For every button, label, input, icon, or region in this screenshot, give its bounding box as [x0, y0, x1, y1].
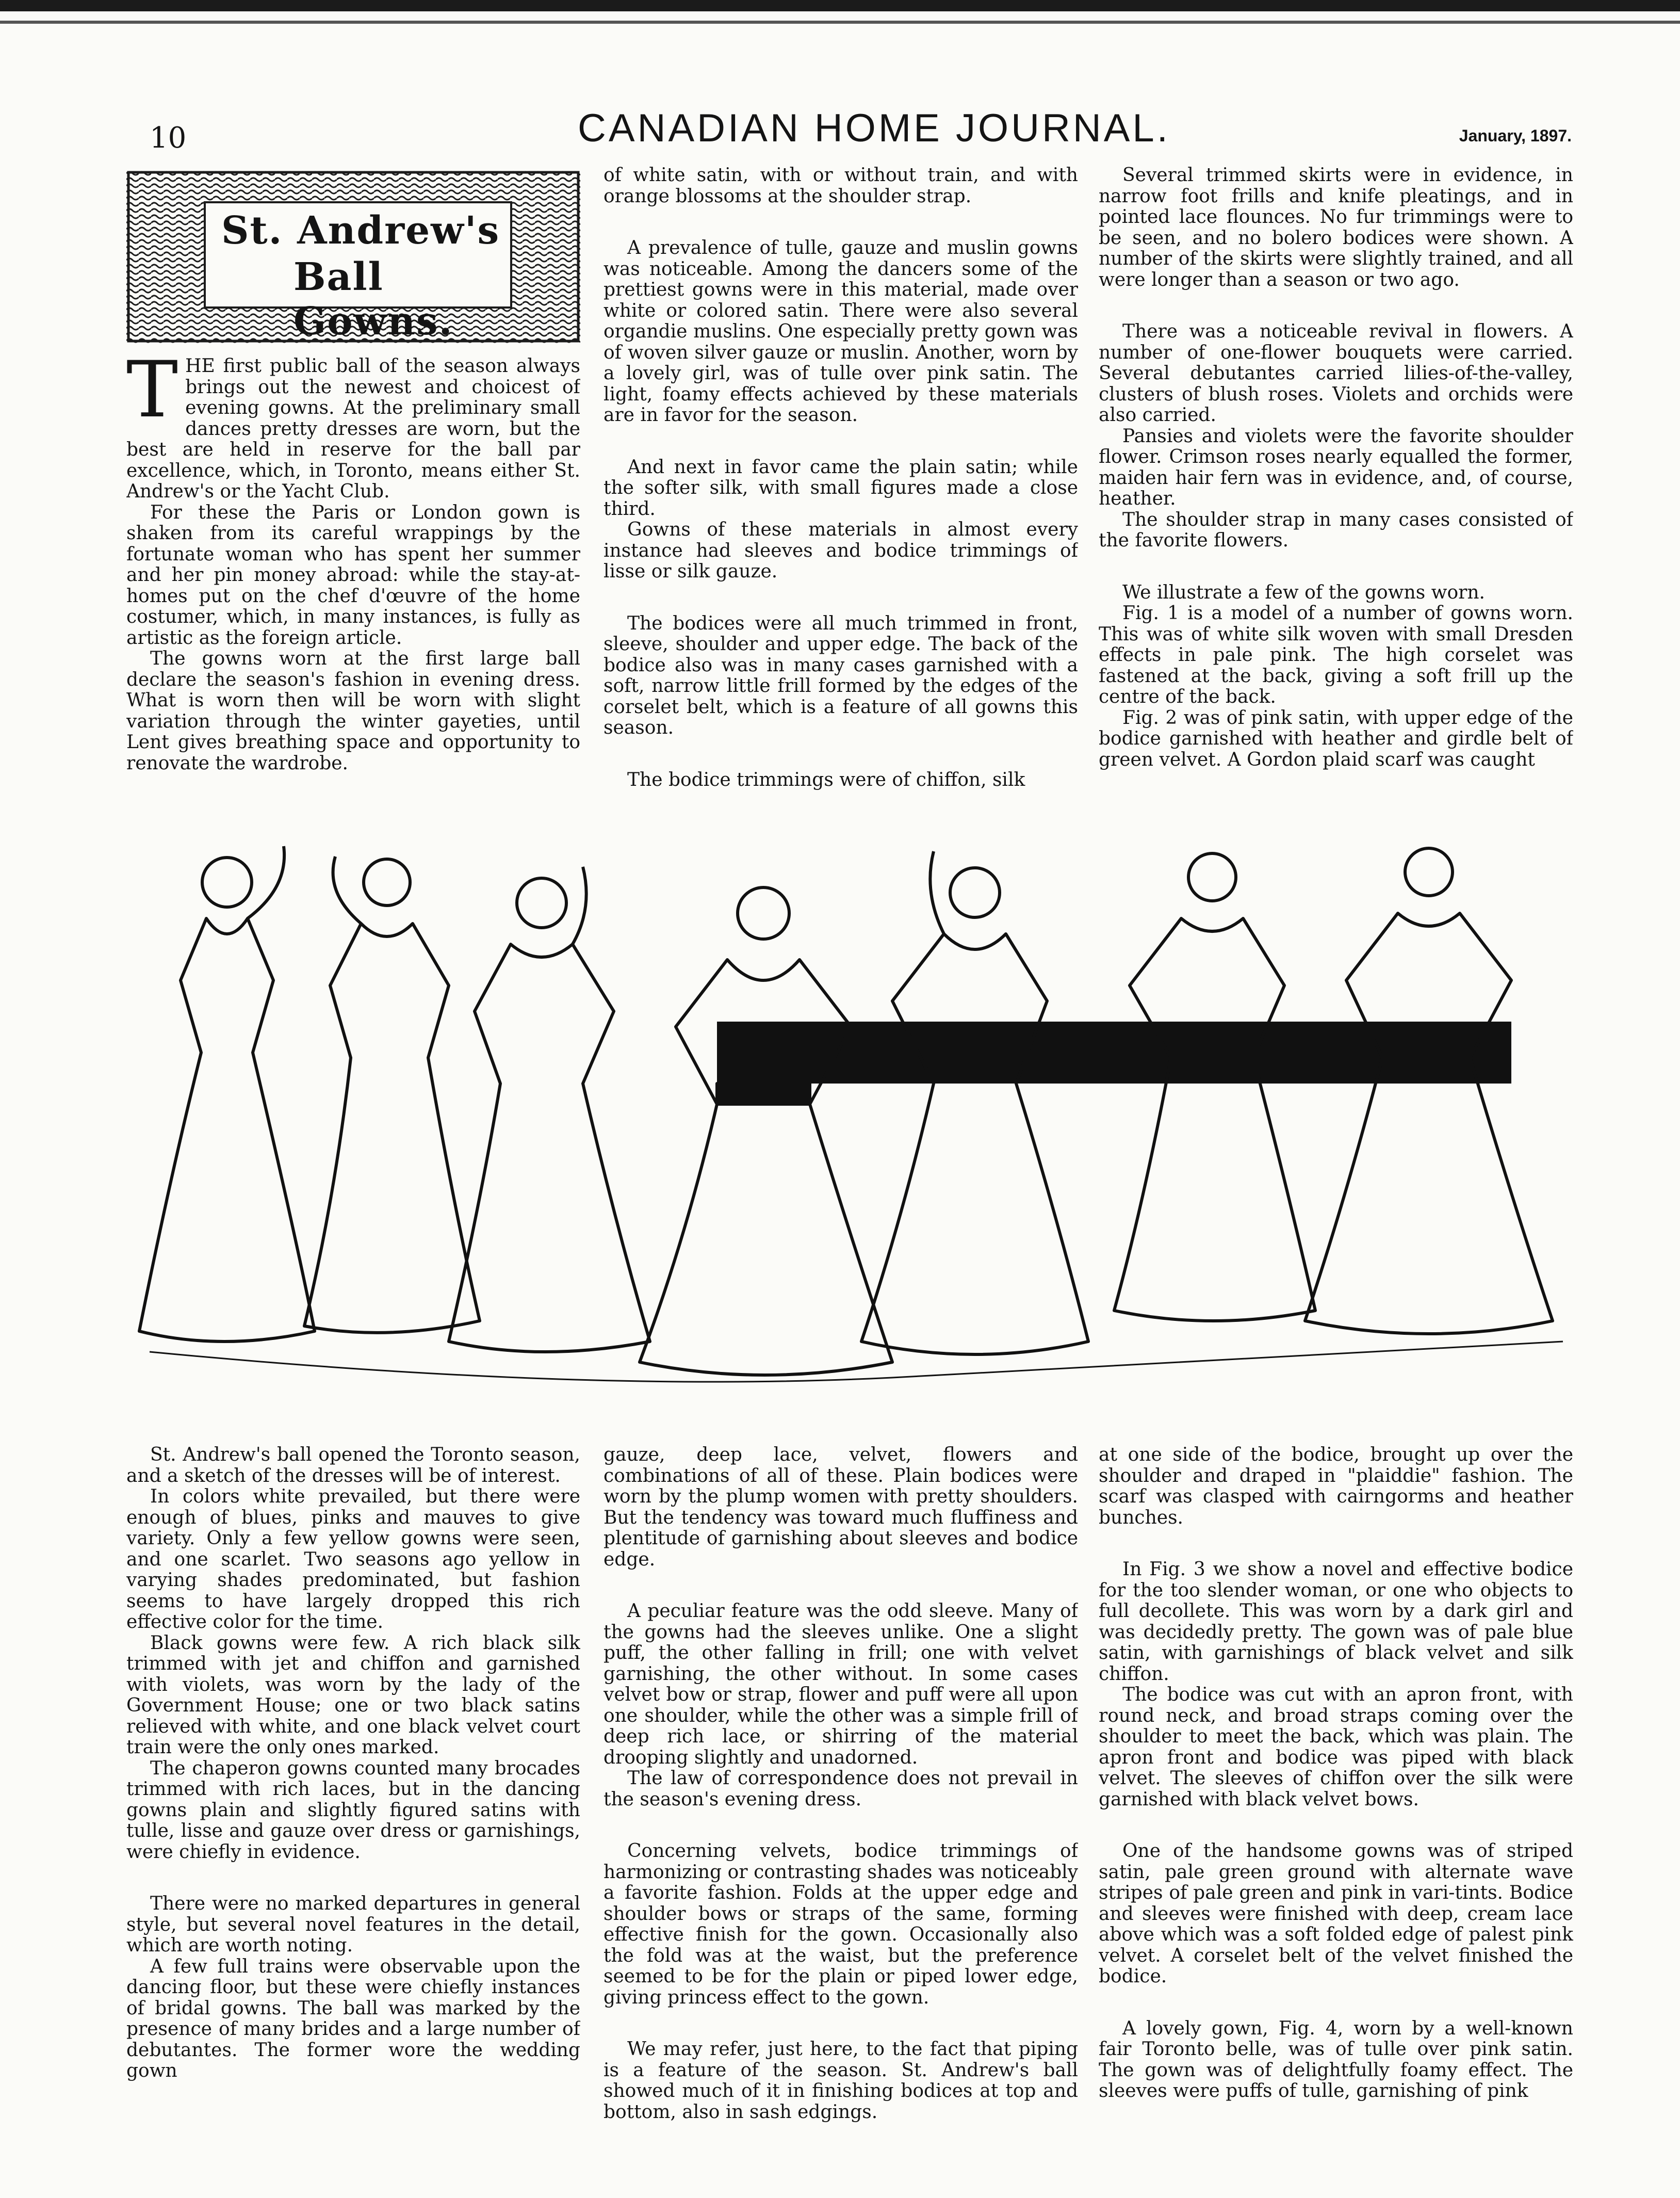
column-3-bottom	[1099, 1445, 1573, 2177]
paragraph: The bodice trimmings were of chiffon, silk	[627, 769, 1025, 790]
column-3-top	[1099, 165, 1573, 815]
paragraph: The law of correspondence does not prevail in the season's evening dress.	[604, 1768, 1078, 1810]
page-top-border	[0, 0, 1680, 11]
paragraph: Fig. 1 is a model of a number of gowns worn. This was of white silk woven with small Dresden effects in pale pink. The high corselet was fastened at the back, giving a soft frill up the centre of the back.	[1099, 603, 1573, 707]
paragraph: THE first public ball of the season always brings out the newest and choicest of evening gowns. At the preliminary small dances pretty dresses are worn, but the best are held in reserve for the ball par excellence, which, in Toronto, means either St. Andrew's or the Yacht Club.	[126, 356, 580, 502]
paragraph: Pansies and violets were the favorite shoulder flower. Crimson roses nearly equalled the former, maiden hair fern was in evidence, and, of course, heather.	[1099, 425, 1573, 509]
paragraph: The gowns worn at the first large ball declare the season's fashion in evening dress. What is worn then will be worn with slight variation through the winter gayeties, until Lent gives breathing space and opportunity to renovate the wardrobe.	[126, 648, 580, 774]
paragraph: We illustrate a few of the gowns worn.	[1122, 581, 1485, 603]
paragraph: The bodice was cut with an apron front, with round neck, and broad straps coming over the shoulder to meet the back, which was plain. The apron front and bodice was piped with black velvet. The sleeves of chiffon over the silk were garnished with black velvet bows.	[1099, 1684, 1573, 1810]
paragraph: The chaperon gowns counted many brocades trimmed with rich laces, but in the dancing gowns plain and slightly figured satins with tulle, lisse and gauze over dress or garnishings, were chiefly in evidence.	[126, 1757, 580, 1863]
ball-gowns-illustration	[119, 815, 1584, 1424]
journal-title: CANADIAN HOME JOURNAL.	[578, 106, 1170, 150]
paragraph: of white satin, with or without train, and with orange blossoms at the shoulder strap.	[604, 165, 1078, 207]
column-1-top	[126, 356, 580, 815]
paragraph: Gowns of these materials in almost every instance had sleeves and bodice trimmings of lisse or silk gauze.	[604, 519, 1078, 582]
paragraph: The shoulder strap in many cases consisted of the favorite flowers.	[1099, 509, 1573, 551]
paragraph: There were no marked departures in general style, but several novel features in the detail, which are worth noting.	[126, 1893, 580, 1956]
paragraph: gauze, deep lace, velvet, flowers and combinations of all of these. Plain bodices were worn by the plump women with pretty shoulders. But the tendency was toward much fluffiness and plentitude of garnishing about sleeves and bodice edge.	[604, 1445, 1078, 1570]
issue-date: January, 1897.	[1459, 126, 1572, 145]
drop-cap: T	[126, 356, 178, 435]
paragraph: For these the Paris or London gown is shaken from its careful wrappings by the fortunate woman who has spent her summer and her pin money abroad: while the stay-at-homes put on the chef d'œuvre of the home costumer, which, in many instances, is fully as artistic as the foreign article.	[126, 502, 580, 649]
running-header	[0, 106, 1680, 157]
column-1-bottom	[126, 1445, 580, 2177]
column-2-top	[604, 165, 1078, 815]
paragraph: at one side of the bodice, brought up over the shoulder and draped in "plaiddie" fashion. The scarf was clasped with cairngorms and heather bunches.	[1099, 1445, 1573, 1528]
paragraph: Concerning velvets, bodice trimmings of harmonizing or contrasting shades was noticeably a favorite fashion. Folds at the upper edge and shoulder bows or straps of the same, forming effective finish for the gown. Occasionally also the fold was at the waist, but the preference seemed to be for the plain or piped lower edge, giving princess effect to the gown.	[604, 1840, 1078, 2008]
paragraph: We may refer, just here, to the fact that piping is a feature of the season. St. Andrew's ball showed much of it in finishing bodices at top and bottom, also in sash edgings.	[604, 2039, 1078, 2123]
paragraph: There was a noticeable revival in flowers. A number of one-flower bouquets were carried. Several debutantes carried lilies-of-the-valley, clusters of blush roses. Violets and orchids were also carried.	[1099, 321, 1573, 426]
title-panel	[204, 201, 512, 344]
paragraph: Fig. 2 was of pink satin, with upper edge of the bodice garnished with heather and girdle belt of green velvet. A Gordon plaid scarf was caught	[1099, 707, 1573, 770]
paragraph: A prevalence of tulle, gauze and muslin gowns was noticeable. Among the dancers some of the prettiest gowns were in this material, made over white or colored satin. There were also several organdie muslins. One especially pretty gown was of woven silver gauze or muslin. Another, worn by a lovely girl, was of tulle over pink satin. The light, foamy effects achieved by these materials are in favor for the season.	[604, 237, 1078, 426]
paragraph: The bodices were all much trimmed in front, sleeve, shoulder and upper edge. The back of the bodice also was in many cases garnished with a soft, narrow little frill formed by the edges of the corselet belt, which is a feature of all gowns this season.	[604, 612, 1078, 738]
paragraph: St. Andrew's ball opened the Toronto season, and a sketch of the dresses will be of interest.	[126, 1445, 580, 1486]
paragraph: A few full trains were observable upon the dancing floor, but these were chiefly instances of bridal gowns. The ball was marked by the presence of many brides and a large number of debutantes. The former wore the wedding gown	[126, 1955, 580, 2081]
paragraph: And next in favor came the plain satin; while the softer silk, with small figures made a close third.	[604, 456, 1078, 520]
paragraph: Black gowns were few. A rich black silk trimmed with jet and chiffon and garnished with violets, was worn by the lady of the Government House; one or two black satins relieved with white, and one black velvet court train were the only ones marked.	[126, 1632, 580, 1758]
column-2-bottom	[604, 1445, 1078, 2177]
paragraph: Several trimmed skirts were in evidence, in narrow foot frills and knife pleatings, and in pointed lace flounces. No fur trimmings were to be seen, and no bolero bodices were shown. A number of the skirts were slightly trained, and all were longer than a season or two ago.	[1099, 165, 1573, 290]
ball-gowns-engraving-icon	[119, 815, 1584, 1424]
paragraph: In colors white prevailed, but there were enough of blues, pinks and mauves to give variety. Only a few yellow gowns were seen, and one scarlet. Two seasons ago yellow in varying shades predominated, but fashion seems to have largely dropped this rich effective color for the time.	[126, 1486, 580, 1633]
paragraph: A lovely gown, Fig. 4, worn by a well-known fair Toronto belle, was of tulle over pink satin. The gown was of delightfully foamy effect. The sleeves were puffs of tulle, garnishing of pink	[1099, 2017, 1573, 2102]
article-title-line2: Ball Gowns.	[293, 255, 453, 344]
paragraph: In Fig. 3 we show a novel and effective bodice for the too slender woman, or one who objects to full decollete. This was worn by a dark girl and was decidedly pretty. The gown was of pale blue satin, with garnishings of black velvet and silk chiffon.	[1099, 1559, 1573, 1685]
article-title-line1: St. Andrew's	[221, 208, 500, 253]
paragraph: A peculiar feature was the odd sleeve. Many of the gowns had the sleeves unlike. One a slight puff, the other falling in frill; one with velvet garnishing, the other without. In some cases velvet bow or strap, flower and puff were all upon one shoulder, while the other was a simple frill of deep rich lace, or shirring of the material drooping slightly and unadorned.	[604, 1601, 1078, 1768]
page-top-rule	[0, 21, 1680, 24]
page-number: 10	[150, 121, 187, 155]
article-title-box	[126, 170, 580, 343]
paragraph: One of the handsome gowns was of striped satin, pale green ground with alternate wave stripes of pale green and pink in vari-tints. Bodice and sleeves were finished with deep, cream lace above which was a soft folded edge of palest pink velvet. A corselet belt of the velvet finished the bodice.	[1099, 1840, 1573, 1987]
